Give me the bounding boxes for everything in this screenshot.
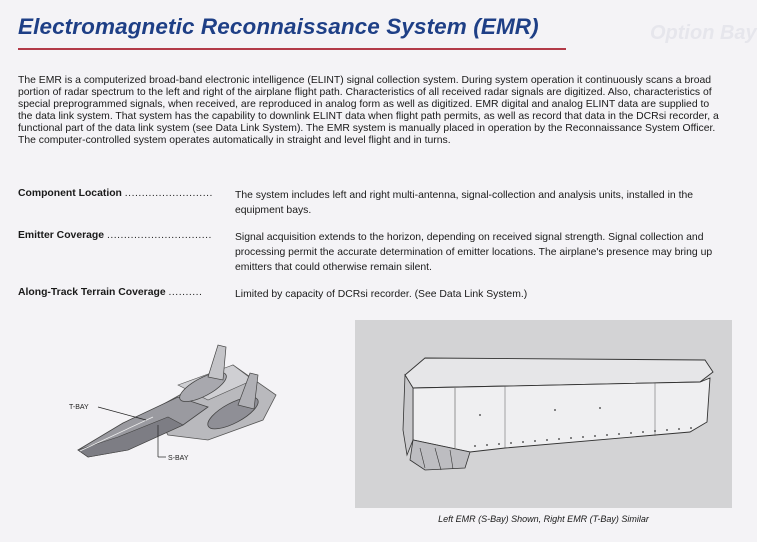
page-title: Electromagnetic Reconnaissance System (EMR) [18,14,539,39]
spec-leader-dots: .......................... [124,188,213,199]
t-bay-label: T-BAY [69,404,89,411]
facing-page-bleed: Option Bay [650,22,757,44]
emr-unit-image-panel [355,320,732,508]
spec-label [18,287,228,299]
t-bay-leader [98,407,146,420]
aircraft-drawing [58,325,288,510]
intro-paragraph: The EMR is a computerized broad-band electronic intelligence (ELINT) signal collection system. During system operation it continuously scans a broad portion of radar spectrum to the left and right of the airplane flight path. Characteristics of all received radar signals are digitized. Also, characteristics of special preprogrammed signals, when received, are reproduced in analog form as well as digitized. EMR digital and analog ELINT data are supplied to the data link system. That system has the capability to downlink ELINT data when flight path permits, as well as record that data in the DCRsi recorder, a functional part of the data link system (see Data Link System). The EMR system is manually placed in operation by the Reconnaissance System Officer. The computer-controlled system operates automatically in straight and level flight and in turns. [18,75,719,147]
spec-leader-dots: ............................... [106,230,212,241]
spec-value: Signal acquisition extends to the horizon, depending on received signal strength. Signal collection and processing permit the accurate determination of emitter locations. The airplane's presence may bring up emitters that could otherwise remain silent. [235,232,713,273]
spec-value: Limited by capacity of DCRsi recorder. (See Data Link System.) [235,289,528,300]
spec-label [18,188,228,200]
title-underline [18,48,566,50]
spec-value: The system includes left and right multi-antenna, signal-collection and analysis units, installed in the equipment bays. [235,190,694,216]
s-bay-label: S-BAY [168,455,189,462]
spec-label [18,230,228,242]
emr-unit-drawing [355,320,732,508]
spec-leader-dots: .......... [168,287,203,298]
spec-label-text: Along-Track Terrain Coverage [18,287,166,298]
spec-label-text: Emitter Coverage [18,230,105,241]
aircraft-illustration [58,325,288,510]
figure-caption: Left EMR (S-Bay) Shown, Right EMR (T-Bay) Similar [438,514,649,524]
spec-label-text: Component Location [18,188,122,199]
